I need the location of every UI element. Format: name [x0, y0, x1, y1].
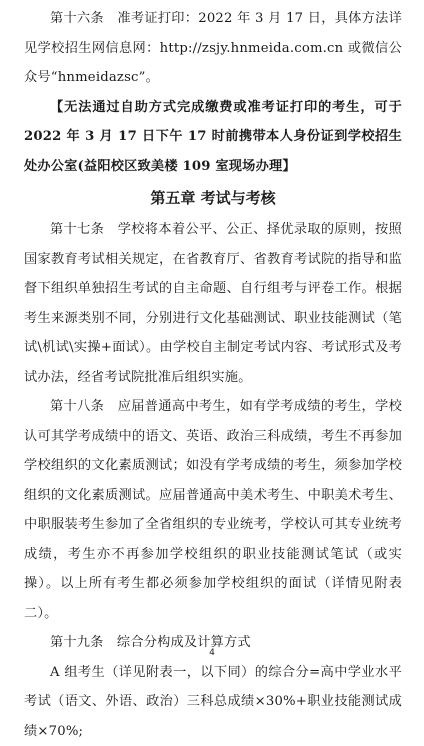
article-19: 第十九条 综合分构成及计算方式: [24, 628, 402, 658]
group-a-formula: A 组考生（详见附表一，以下同）的综合分=高中学业水平考试（语文、外语、政治）三科总成绩×30%+职业技能测试成绩×70%;: [24, 658, 402, 746]
article-16: 第十六条 准考证打印：2022 年 3 月 17 日，具体方法详见学校招生网信息网：http://zsjy.hnmeida.com.cn 或微信公众号“hnmeidazsc”。: [24, 4, 402, 93]
page-number: 4: [0, 648, 424, 658]
article-17: 第十七条 学校将本着公平、公正、择优录取的原则，按照国家教育考试相关规定，在省教育厅、省教育考试院的指导和监督下组织单独招生考试的自主命题、自行组考与评卷工作。根据考生来源类别不同，分别进行文化基础测试、职业技能测试（笔试\机试\实操+面试）。由学校自主制定考试内容、考试形式及考试办法，经省考试院批准后组织实施。: [24, 215, 402, 392]
notice-paragraph: 【无法通过自助方式完成缴费或准考证打印的考生，可于 2022 年 3 月 17 日下午 17 时前携带本人身份证到学校招生处办公室(益阳校区致美楼 109 室现场办理】: [24, 93, 402, 182]
chapter-heading: 第五章 考试与考核: [24, 183, 402, 213]
article-18: 第十八条 应届普通高中考生，如有学考成绩的考生，学校认可其学考成绩中的语文、英语、政治三科成绩，考生不再参加学校组织的文化素质测试；如没有学考成绩的考生，须参加学校组织的文化素质测试。应届普通高中美术考生、中职美术考生、中职服装考生参加了全省组织的专业统考，学校认可其专业统考成绩，考生亦不再参加学校组织的职业技能测试笔试（或实操）。以上所有考生都必须参加学校组织的面试（详情见附表二）。: [24, 392, 402, 628]
